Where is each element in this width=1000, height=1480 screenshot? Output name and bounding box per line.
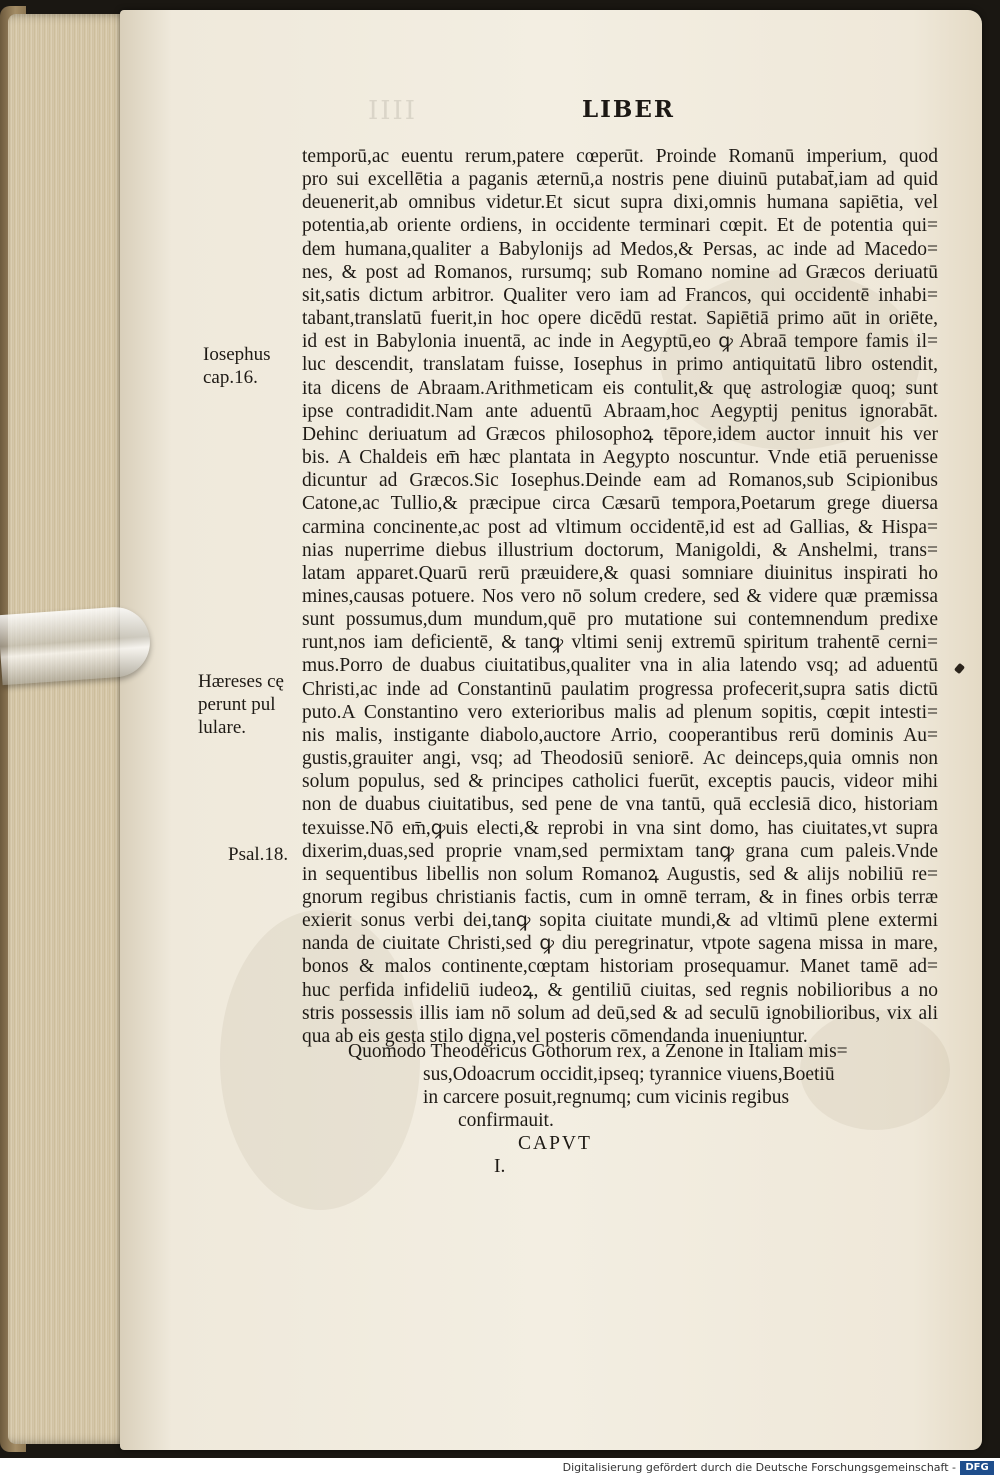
text-line: nes, & post ad Romanos, rursumq; sub Romano nomine ad Græcos deriuatū — [302, 261, 938, 283]
text-line: Dehinc deriuatum ad Græcos philosophoꝝ tēpore,idem auctor innuit his ver — [302, 423, 938, 445]
text-line: runt,nos iam deficientē, & tanꝙ vltimi senij extremū spiritum trahentē cerni= — [302, 632, 938, 654]
marginal-note-line: lulare. — [198, 717, 247, 738]
text-line: Catone,ac Tullio,& præcipue circa Cæsarū tempora,Poetarum grege diuersa — [302, 493, 938, 515]
text-line: nias nuperrime diebus illustrium doctorum, Manigoldi, & Anshelmi, trans= — [302, 539, 938, 561]
book-page-edges — [8, 14, 138, 1444]
text-line: qua ab eis gesta stilo digna,vel posteris cōmendanda inueniuntur. — [302, 1025, 808, 1047]
glass-page-weight — [0, 605, 152, 685]
text-line: dixerim,duas,sed proprie vnam,sed permixtam tanꝙ grana cum paleis.Vnde — [302, 840, 938, 862]
text-line: gnorum regibus christianis factis, cum in omnē terram, & in fines orbis terræ — [302, 887, 938, 908]
chapter-heading-line: Quomodo Theodericus Gothorum rex, a Zenone in Italiam mis= — [348, 1041, 848, 1062]
caput-number: I. — [494, 1156, 506, 1177]
marginal-note-line: Hæreses cę — [198, 671, 284, 692]
text-line: texuisse.Nō em̄,ꝙuis electi,& reprobi in vna sint domo, has ciuitates,vt supra — [302, 817, 938, 839]
text-line: potentia,ab oriente ordiens, in occidente terminari cœpit. Et de potentia qui= — [302, 215, 938, 237]
text-line: tabant,translatū fuerit,in hoc opere dicēdū restat. Sapiētiā primo aūt in oriēte, — [302, 308, 938, 330]
marginal-note-haereses — [198, 670, 284, 739]
text-line: stris possessis illis iam nō solum ad deū,sed & ad seculū ignobilioribus, vix ali — [302, 1002, 938, 1024]
marginal-note-psalm: Psal.18. — [228, 844, 289, 865]
bleedthrough-text — [305, 1000, 310, 1022]
text-line: in sequentibus libellis non solum Romanoꝝ Augustis, sed & alijs nobiliū re= — [302, 863, 938, 885]
text-line: bonos & malos continente,cœptam historiam prosequamur. Manet tamē ad= — [302, 956, 938, 978]
text-line: latam apparet.Quarū rerū præuidere,& quasi somniare diuinitus inspirati ho — [302, 562, 938, 584]
running-head-bleedthrough: IIII — [368, 96, 418, 126]
text-line: deuenerit,ab omnibus videtur.Et sicut supra dixi,omnis humana sapiētia, vel — [302, 192, 938, 214]
text-line: pro sui excellētia a paganis æternū,a nostris pene diuinū putabat̄,iam ad quid — [302, 169, 938, 191]
chapter-heading-line — [348, 1109, 908, 1178]
text-line: solum populus, sed & principes catholici fuerūt, exceptis paucis, videor mihi — [302, 771, 938, 793]
marginal-note-line: perunt pul — [198, 694, 276, 715]
main-text-block — [302, 145, 938, 1048]
text-line: mines,causas potuere. Nos vero nō solum credere, sed & videre quæ præmissa — [302, 585, 938, 607]
text-line: carmina concinente,ac post ad vltimum occidentē,id est ad Gallias, & Hispa= — [302, 516, 938, 538]
dfg-logo-icon: DFG — [960, 1461, 994, 1475]
text-line: non de duabus ciuitatibus, sed pene de vna tantū, quā ecclesiā dico, historiam — [302, 794, 938, 816]
text-line: sunt possumus,dum mundum,quē pro mutatione sui contemnendum predixe — [302, 609, 938, 631]
marginal-note-line: Iosephus — [203, 344, 271, 365]
chapter-heading-line: sus,Odoacrum occidit,ipseq; tyrannice viuens,Boetiū — [423, 1064, 835, 1085]
caput-label: CAPVT — [518, 1133, 592, 1154]
text-line: dicuntur ad Græcos.Sic Iosephus.Deinde eam ad Romanos,sub Scipionibus — [302, 470, 938, 492]
text-line: temporū,ac euentu rerum,patere cœperūt. Proinde Romanū imperium, quod — [302, 146, 938, 167]
text-line: dem humana,qualiter a Babylonijs ad Medos,& Persas, ac inde ad Macedo= — [302, 238, 938, 260]
footer — [0, 1458, 1000, 1480]
text-line: ita dicens de Abraam.Arithmeticam eis contulit,& quę astrologiæ quoq; sunt — [302, 377, 938, 399]
chapter-heading-line: in carcere posuit,regnumq; cum vicinis regibus — [423, 1087, 790, 1108]
text-line: gustis,grauiter angi, vsq; ad Theodosiū seniorē. Ac deinceps,quia omnis non — [302, 748, 938, 770]
text-line: puto.A Constantino vero exterioribus malis ad plenum sopitis, cœpit intesti= — [302, 701, 938, 723]
text-line: exierit sonus verbi dei,tanꝙ sopita ciuitate mundi,& ad vltimū plene extermi — [302, 910, 938, 932]
marginal-note-josephus — [203, 343, 271, 389]
text-line: bis. A Chaldeis em̄ hæc plantata in Aegypto noscuntur. Vnde etiā peruenisse — [302, 447, 938, 469]
marginal-note-line: cap.16. — [203, 367, 258, 388]
chapter-heading — [348, 1040, 908, 1178]
text-line: huc perfida infideliū iudeoꝝ, & gentiliū ciuitas, sed regnis nobilioribus a no — [302, 979, 938, 1001]
text-line: sit,satis dictum arbitror. Qualiter vero iam ad Francos, qui occidentē inhabi= — [302, 284, 938, 306]
text-line: nanda de ciuitate Christi,sed ꝙ diu peregrinatur, vtpote sagena missa in mare, — [302, 933, 938, 955]
running-head: LIBER — [582, 96, 676, 123]
text-line: id est in Babylonia inuentā, ac inde in Aegyptū,eo ꝙ Abraā tempore famis il= — [302, 331, 938, 353]
text-line: luc descendit, translatam fuisse, Iosephus in primo antiquitatū libro ostendit, — [302, 354, 938, 376]
footer-credit: Digitalisierung gefördert durch die Deutsche Forschungsgemeinschaft - — [562, 1461, 956, 1474]
text-line: mus.Porro de duabus ciuitatibus,qualiter vna in alia latendo vsq; ad aduentū — [302, 655, 938, 677]
text-line: Christi,ac inde ad Constantinū paulatim progressa profecerit,supra satis dictū — [302, 678, 938, 700]
text-line: ipse contradidit.Nam ante aduentū Abraam,hoc Aegyptij penitus ignorabāt. — [302, 400, 938, 422]
text-line: nis malis, instigante diabolo,auctore Arrio, cooperantibus rerū dominis Au= — [302, 724, 938, 746]
chapter-heading-text: confirmauit. — [458, 1110, 554, 1131]
